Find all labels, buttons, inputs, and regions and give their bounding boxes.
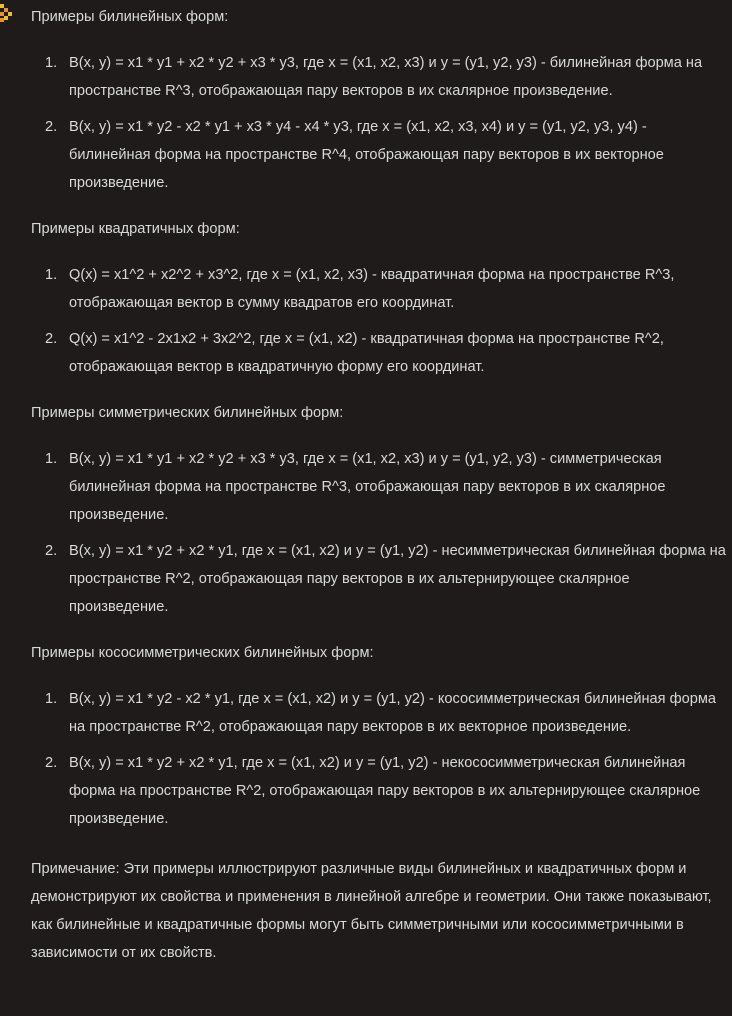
list-item	[31, 113, 727, 197]
list-number: 1.	[45, 451, 58, 467]
list-item-text: B(x, y) = x1 * y2 - x2 * y1, где x = (x1, x2) и y = (y1, y2) - кососимметрическая билинейная форма на пространстве R^2, отображающая пару векторов в их векторное произведение.	[69, 691, 717, 735]
note-paragraph: Примечание: Эти примеры иллюстрируют различные виды билинейных и квадратичных форм и демонстрируют их свойства и применения в линейной алгебре и геометрии. Они также показывают, как билинейные и квадратичные формы могут быть симметричными или кососимметричными в зависимости от их свойств.	[31, 861, 712, 961]
list-item-text: B(x, y) = x1 * y1 + x2 * y2 + x3 * y3, где x = (x1, x2, x3) и y = (y1, y2, y3) - симметрическая билинейная форма на пространстве R^3, отображающая пару векторов в их скалярное произведение.	[69, 451, 666, 523]
list-number: 2.	[45, 543, 58, 559]
section-heading: Примеры билинейных форм:	[31, 9, 229, 25]
list-item	[31, 749, 727, 833]
list-number: 1.	[45, 267, 58, 283]
list-number: 1.	[45, 55, 58, 71]
list-item-text: Q(x) = x1^2 + x2^2 + x3^2, где x = (x1, x2, x3) - квадратичная форма на пространстве R^3, отображающая вектор в сумму квадратов его координат.	[69, 267, 675, 311]
list-item	[31, 685, 727, 741]
section-heading: Примеры симметрических билинейных форм:	[31, 405, 344, 421]
list-item	[31, 445, 727, 529]
list-item	[31, 49, 727, 105]
bilinear-examples-list	[31, 49, 727, 197]
list-number: 2.	[45, 755, 58, 771]
list-item	[31, 261, 727, 317]
message-content	[31, 5, 727, 967]
list-item-text: B(x, y) = x1 * y2 + x2 * y1, где x = (x1, x2) и y = (y1, y2) - несимметрическая билинейная форма на пространстве R^2, отображающая пару векторов в их альтернирующее скалярное произведение.	[69, 543, 726, 615]
list-item-text: B(x, y) = x1 * y2 + x2 * y1, где x = (x1, x2) и y = (y1, y2) - некососимметрическая билинейная форма на пространстве R^2, отображающая пару векторов в их альтернирующее скалярное произведение.	[69, 755, 701, 827]
section-heading: Примеры квадратичных форм:	[31, 221, 240, 237]
list-item	[31, 537, 727, 621]
assistant-avatar-icon	[0, 4, 12, 22]
list-number: 2.	[45, 331, 58, 347]
list-item-text: Q(x) = x1^2 - 2x1x2 + 3x2^2, где x = (x1, x2) - квадратичная форма на пространстве R^2, отображающая вектор в квадратичную форму его координат.	[69, 331, 664, 375]
list-number: 2.	[45, 119, 58, 135]
list-item-text: B(x, y) = x1 * y1 + x2 * y2 + x3 * y3, где x = (x1, x2, x3) и y = (y1, y2, y3) - билинейная форма на пространстве R^3, отображающая пару векторов в их скалярное произведение.	[69, 55, 703, 99]
list-number: 1.	[45, 691, 58, 707]
section-heading: Примеры кососимметрических билинейных форм:	[31, 645, 374, 661]
quadratic-examples-list	[31, 261, 727, 381]
skew-symmetric-examples-list	[31, 685, 727, 833]
list-item-text: B(x, y) = x1 * y2 - x2 * y1 + x3 * y4 - x4 * y3, где x = (x1, x2, x3, x4) и y = (y1, y2, y3, y4) - билинейная форма на пространстве R^4, отображающая пару векторов в их векторное произведение.	[69, 119, 664, 191]
list-item	[31, 325, 727, 381]
symmetric-examples-list	[31, 445, 727, 621]
